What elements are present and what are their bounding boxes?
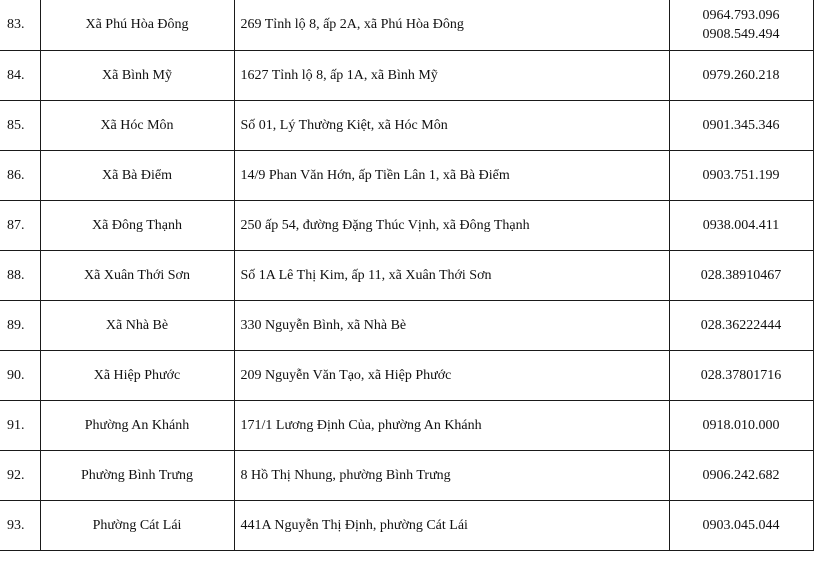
phone-cell <box>669 101 813 151</box>
table-row <box>0 151 813 201</box>
table-row <box>0 0 813 51</box>
table-row <box>0 101 813 151</box>
unit-address: 269 Tỉnh lộ 8, ấp 2A, xã Phú Hòa Đông <box>234 0 669 51</box>
row-index: 85. <box>0 101 40 151</box>
phone-cell <box>669 251 813 301</box>
phone-number: 0903.751.199 <box>702 168 780 183</box>
unit-name: Xã Bà Điểm <box>40 151 234 201</box>
phone-number: 0964.793.096 <box>702 7 780 23</box>
table-row <box>0 301 813 351</box>
unit-address: 441A Nguyễn Thị Định, phường Cát Lái <box>234 501 669 551</box>
table-row <box>0 251 813 301</box>
unit-name: Phường Bình Trưng <box>40 451 234 501</box>
unit-name: Phường Cát Lái <box>40 501 234 551</box>
table-row <box>0 501 813 551</box>
unit-address: Số 1A Lê Thị Kim, ấp 11, xã Xuân Thới Sơn <box>234 251 669 301</box>
row-index: 90. <box>0 351 40 401</box>
unit-name: Xã Bình Mỹ <box>40 51 234 101</box>
table-row <box>0 51 813 101</box>
row-index: 91. <box>0 401 40 451</box>
table-row <box>0 201 813 251</box>
table-row <box>0 451 813 501</box>
row-index: 93. <box>0 501 40 551</box>
unit-name: Xã Đông Thạnh <box>40 201 234 251</box>
phone-cell <box>669 51 813 101</box>
phone-number: 0918.010.000 <box>702 418 780 433</box>
unit-address: 1627 Tỉnh lộ 8, ấp 1A, xã Bình Mỹ <box>234 51 669 101</box>
phone-number: 0903.045.044 <box>702 518 780 533</box>
phone-cell <box>669 201 813 251</box>
phone-cell <box>669 501 813 551</box>
phone-number: 0906.242.682 <box>702 468 780 483</box>
unit-name: Xã Nhà Bè <box>40 301 234 351</box>
phone-cell <box>669 301 813 351</box>
unit-address: 330 Nguyễn Bình, xã Nhà Bè <box>234 301 669 351</box>
row-index: 89. <box>0 301 40 351</box>
unit-name: Xã Xuân Thới Sơn <box>40 251 234 301</box>
phone-number: 0938.004.411 <box>702 218 780 233</box>
phone-cell <box>669 0 813 51</box>
row-index: 83. <box>0 0 40 51</box>
unit-name: Phường An Khánh <box>40 401 234 451</box>
phone-number: 0979.260.218 <box>702 68 780 83</box>
row-index: 88. <box>0 251 40 301</box>
unit-address: 209 Nguyễn Văn Tạo, xã Hiệp Phước <box>234 351 669 401</box>
phone-cell <box>669 351 813 401</box>
unit-name: Xã Hóc Môn <box>40 101 234 151</box>
unit-name: Xã Phú Hòa Đông <box>40 0 234 51</box>
table-row <box>0 401 813 451</box>
unit-name: Xã Hiệp Phước <box>40 351 234 401</box>
phone-number: 028.38910467 <box>700 268 782 283</box>
unit-address: 250 ấp 54, đường Đặng Thúc Vịnh, xã Đông Thạnh <box>234 201 669 251</box>
unit-address: 171/1 Lương Định Của, phường An Khánh <box>234 401 669 451</box>
phone-number: 028.36222444 <box>700 318 782 333</box>
row-index: 87. <box>0 201 40 251</box>
unit-address: 14/9 Phan Văn Hớn, ấp Tiền Lân 1, xã Bà Điểm <box>234 151 669 201</box>
phone-cell <box>669 401 813 451</box>
phone-number: 0908.549.494 <box>702 26 780 42</box>
phone-number: 028.37801716 <box>700 368 782 383</box>
phone-number: 0901.345.346 <box>702 118 780 133</box>
table-row <box>0 351 813 401</box>
phone-cell <box>669 151 813 201</box>
row-index: 84. <box>0 51 40 101</box>
phone-cell <box>669 451 813 501</box>
row-index: 86. <box>0 151 40 201</box>
unit-address: 8 Hồ Thị Nhung, phường Bình Trưng <box>234 451 669 501</box>
unit-address: Số 01, Lý Thường Kiệt, xã Hóc Môn <box>234 101 669 151</box>
row-index: 92. <box>0 451 40 501</box>
